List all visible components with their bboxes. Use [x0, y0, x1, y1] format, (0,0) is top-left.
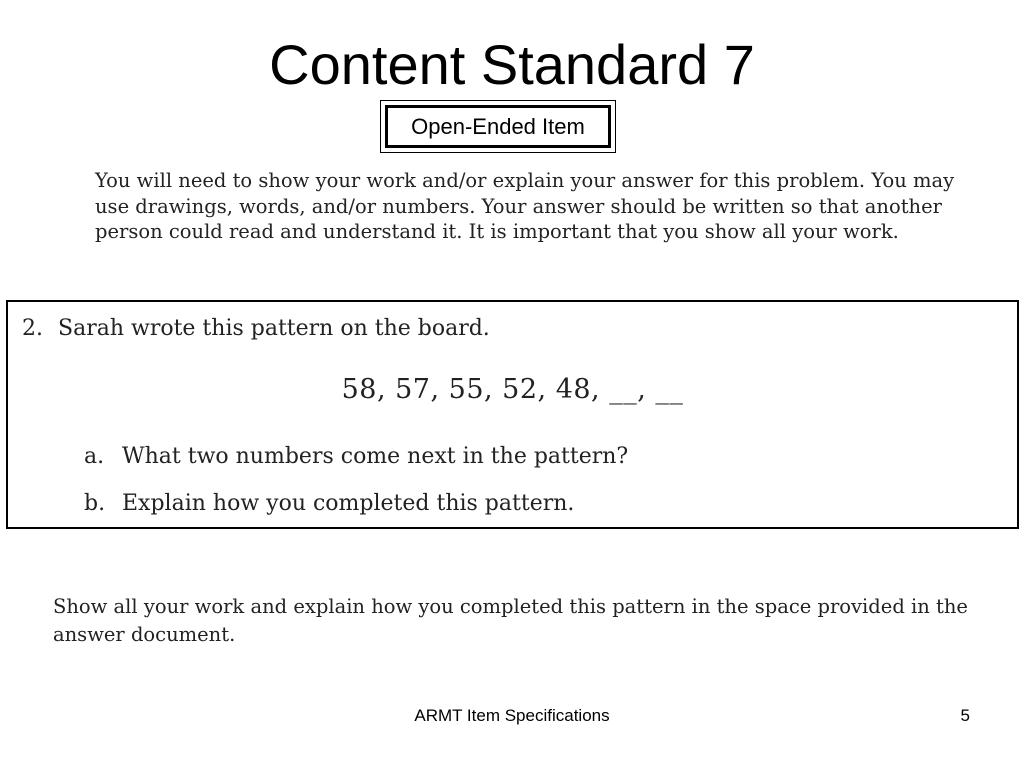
instructions-text: You will need to show your work and/or explain your answer for this problem. You may use drawings, words, and/or numbers. Your answer should be written so that another person could read and understand it. It is important that you show all your work. [95, 169, 955, 243]
item-type-label: Open-Ended Item [385, 105, 611, 148]
slide-number: 5 [960, 706, 970, 725]
question-box [6, 300, 1019, 529]
part-b-letter: b. [84, 491, 106, 516]
part-a-letter: a. [84, 444, 105, 469]
answer-note: Show all your work and explain how you completed this pattern in the space provided in the answer document. [53, 595, 968, 646]
question-stem: Sarah wrote this pattern on the board. [58, 316, 490, 341]
question-number: 2. [22, 316, 43, 341]
part-a-text: What two numbers come next in the pattern? [122, 444, 629, 469]
item-type-box [380, 100, 616, 153]
footer-text: ARMT Item Specifications [414, 706, 610, 725]
number-pattern: 58, 57, 55, 52, 48, __, __ [341, 374, 684, 405]
slide-title: Content Standard 7 [269, 33, 755, 96]
part-b-text: Explain how you completed this pattern. [122, 491, 575, 516]
